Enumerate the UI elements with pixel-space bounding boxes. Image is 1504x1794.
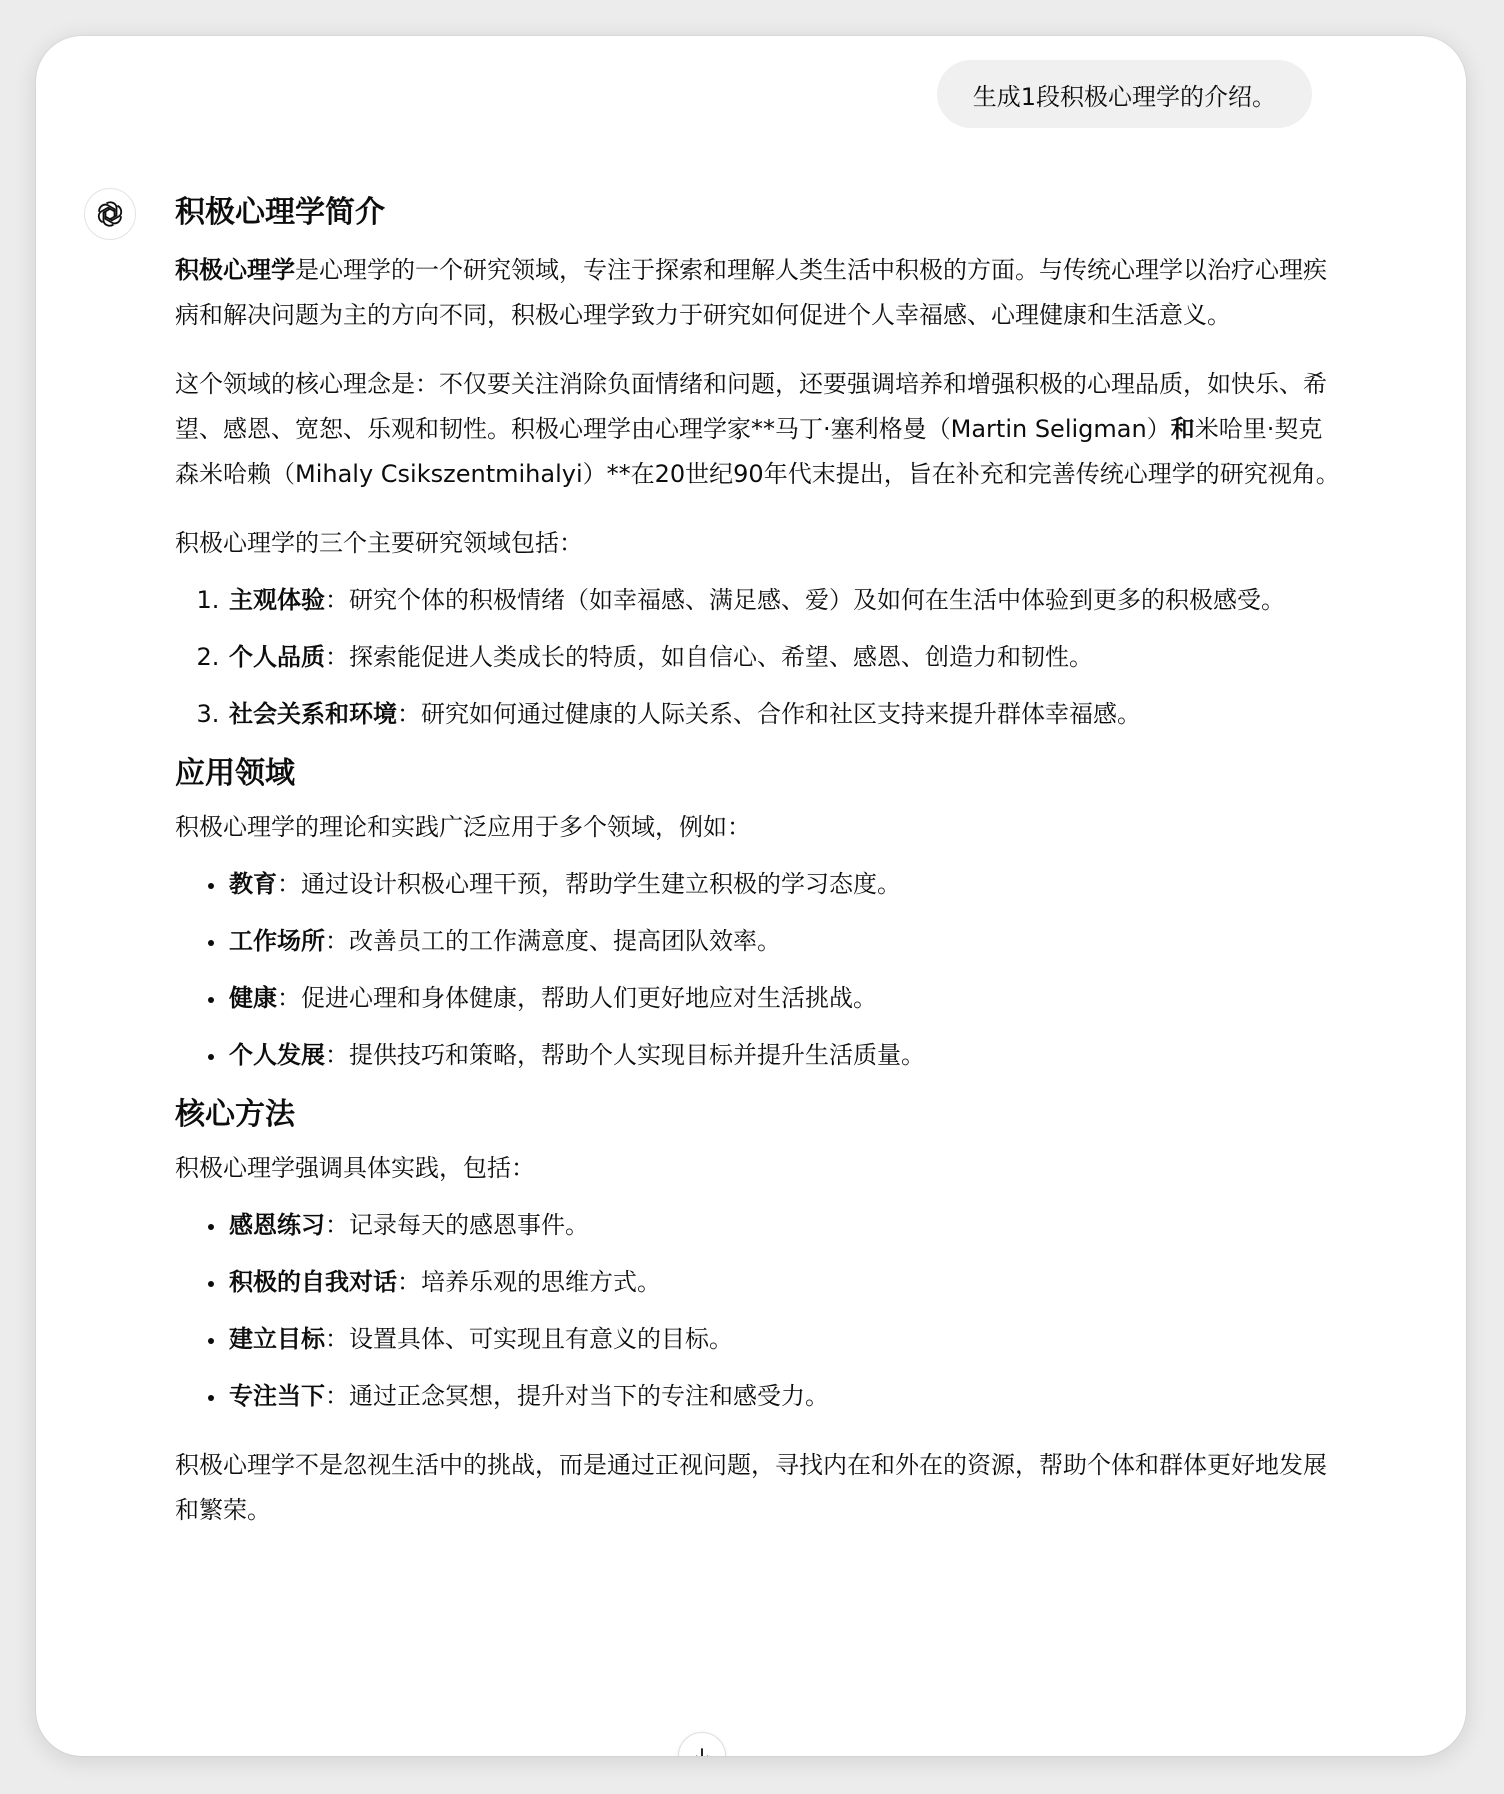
list-item-desc: ：研究如何通过健康的人际关系、合作和社区支持来提升群体幸福感。	[397, 700, 1141, 728]
user-message-bubble	[937, 60, 1312, 128]
list-item	[227, 1374, 1345, 1419]
section-heading-methods: 核心方法	[175, 1097, 295, 1132]
list-item	[227, 1033, 1345, 1078]
list-item	[227, 1260, 1345, 1305]
intro-paragraph-1	[175, 248, 1345, 338]
research-areas-list	[175, 578, 1345, 737]
section-heading-applications: 应用领域	[175, 756, 295, 791]
list-item-desc: ：设置具体、可实现且有意义的目标。	[325, 1325, 733, 1353]
list-item-desc: ：研究个体的积极情绪（如幸福感、满足感、爱）及如何在生活中体验到更多的积极感受。	[325, 586, 1285, 614]
list-item-term: 积极的自我对话	[229, 1268, 397, 1296]
list-item	[227, 578, 1345, 623]
openai-logo-icon	[94, 198, 126, 230]
list-item	[227, 1317, 1345, 1362]
list-item	[227, 862, 1345, 907]
list-item-term: 工作场所	[229, 927, 325, 955]
assistant-response	[175, 190, 1345, 1557]
list-item-term: 个人品质	[229, 643, 325, 671]
list-item-term: 专注当下	[229, 1382, 325, 1410]
list-item-desc: ：提供技巧和策略，帮助个人实现目标并提升生活质量。	[325, 1041, 925, 1069]
list-item	[227, 976, 1345, 1021]
list-item-desc: ：培养乐观的思维方式。	[397, 1268, 661, 1296]
methods-list	[175, 1203, 1345, 1419]
chat-window	[36, 36, 1466, 1756]
intro-bold-conjunction: 和	[1170, 415, 1195, 443]
list-item-desc: ：促进心理和身体健康，帮助人们更好地应对生活挑战。	[277, 984, 877, 1012]
intro-text: 米哈里·契克森米哈赖（Mihaly Csikszentmihalyi）**在20世纪90年代末提出，旨在补充和完善传统心理学的研究视角。	[175, 415, 1340, 488]
list-item-term: 健康	[229, 984, 277, 1012]
list-item-term: 教育	[229, 870, 277, 898]
list-item-term: 感恩练习	[229, 1211, 325, 1239]
intro-text: 是心理学的一个研究领域，专注于探索和理解人类生活中积极的方面。与传统心理学以治疗心理疾病和解决问题为主的方向不同，积极心理学致力于研究如何促进个人幸福感、心理健康和生活意义。	[175, 256, 1327, 329]
list-item-term: 社会关系和环境	[229, 700, 397, 728]
list-item-term: 建立目标	[229, 1325, 325, 1353]
intro-bold-term: 积极心理学	[175, 256, 295, 284]
list-item-desc: ：探索能促进人类成长的特质，如自信心、希望、感恩、创造力和韧性。	[325, 643, 1093, 671]
list-item	[227, 692, 1345, 737]
list-item-desc: ：记录每天的感恩事件。	[325, 1211, 589, 1239]
assistant-avatar	[84, 188, 136, 240]
list-item-desc: ：改善员工的工作满意度、提高团队效率。	[325, 927, 781, 955]
list-item-term: 个人发展	[229, 1041, 325, 1069]
list-item-desc: ：通过正念冥想，提升对当下的专注和感受力。	[325, 1382, 829, 1410]
conclusion-paragraph: 积极心理学不是忽视生活中的挑战，而是通过正视问题，寻找内在和外在的资源，帮助个体和群体更好地发展和繁荣。	[175, 1451, 1327, 1524]
intro-paragraph-2	[175, 362, 1345, 497]
list-item	[227, 635, 1345, 680]
user-message-text: 生成1段积极心理学的介绍。	[972, 82, 1276, 111]
areas-intro: 积极心理学的三个主要研究领域包括：	[175, 529, 583, 557]
list-item	[227, 1203, 1345, 1248]
scroll-to-bottom-button[interactable]	[678, 1732, 726, 1756]
applications-list	[175, 862, 1345, 1078]
list-item-desc: ：通过设计积极心理干预，帮助学生建立积极的学习态度。	[277, 870, 901, 898]
response-title: 积极心理学简介	[175, 195, 385, 230]
arrow-down-icon	[691, 1745, 713, 1756]
applications-intro: 积极心理学的理论和实践广泛应用于多个领域，例如：	[175, 813, 751, 841]
list-item	[227, 919, 1345, 964]
list-item-term: 主观体验	[229, 586, 325, 614]
methods-intro: 积极心理学强调具体实践，包括：	[175, 1154, 535, 1182]
intro-text: 这个领域的核心理念是：不仅要关注消除负面情绪和问题，还要强调培养和增强积极的心理品质，如快乐、希望、感恩、宽恕、乐观和韧性。积极心理学由心理学家**马丁·塞利格曼（Martin Seligman）	[175, 370, 1327, 443]
